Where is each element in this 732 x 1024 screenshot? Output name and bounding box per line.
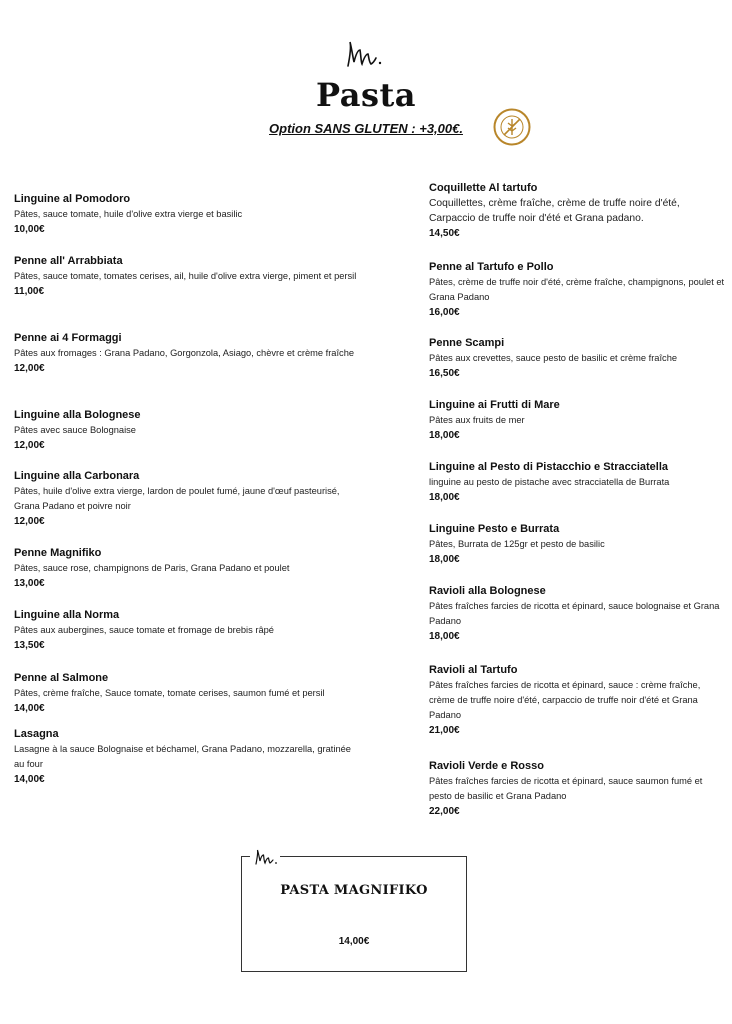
item-name: Penne Scampi xyxy=(429,337,505,349)
special-dish-price: 14,00€ xyxy=(338,936,370,947)
item-name: Penne al Tartufo e Pollo xyxy=(429,261,554,273)
item-price: 14,00€ xyxy=(14,774,45,785)
menu-item xyxy=(14,192,362,254)
item-price: 13,00€ xyxy=(14,578,45,589)
item-price: 21,00€ xyxy=(429,725,460,736)
page-title: Pasta xyxy=(316,76,416,114)
item-description: Pâtes aux aubergines, sauce tomate et fromage de brebis râpé xyxy=(14,625,274,635)
item-name: Coquillette Al tartufo xyxy=(429,182,538,194)
item-name: Linguine alla Carbonara xyxy=(14,470,140,482)
item-name: Penne al Salmone xyxy=(14,672,109,684)
menu-item xyxy=(429,398,725,460)
item-price: 16,50€ xyxy=(429,368,460,379)
item-name: Ravioli al Tartufo xyxy=(429,664,518,676)
item-name: Penne all' Arrabbiata xyxy=(14,255,123,267)
item-price: 12,00€ xyxy=(14,363,45,374)
menu-item xyxy=(429,460,725,522)
special-dish-title: PASTA MAGNIFIKO xyxy=(280,883,428,898)
item-name: Linguine ai Frutti di Mare xyxy=(429,399,560,411)
item-name: Penne ai 4 Formaggi xyxy=(14,332,122,344)
item-description: Pâtes fraîches farcies de ricotta et épinard, sauce bolognaise et Grana Padano xyxy=(429,601,720,626)
item-description: Pâtes, huile d'olive extra vierge, lardon de poulet fumé, jaune d'œuf pasteurisé, Grana Padano et poivre noir xyxy=(14,486,340,511)
menu-item xyxy=(14,408,362,469)
menu-item xyxy=(14,254,362,331)
gluten-free-badge xyxy=(493,108,531,146)
item-description: Pâtes aux crevettes, sauce pesto de basilic et crème fraîche xyxy=(429,353,678,363)
menu-item xyxy=(429,336,725,398)
item-description: Pâtes fraîches farcies de ricotta et épinard, sauce saumon fumé et pesto de basilic et Grana Padano xyxy=(429,776,703,801)
item-description: Pâtes, Burrata de 125gr et pesto de basilic xyxy=(429,539,605,549)
menu-item xyxy=(429,584,725,663)
item-name: Linguine al Pesto di Pistacchio e Stracciatella xyxy=(429,461,669,473)
item-name: Linguine alla Bolognese xyxy=(14,409,141,421)
item-name: Ravioli alla Bolognese xyxy=(429,585,546,597)
gluten-free-seal-icon xyxy=(493,108,531,146)
item-description: Pâtes, sauce rose, champignons de Paris, Grana Padano et poulet xyxy=(14,563,290,573)
item-price: 18,00€ xyxy=(429,554,460,565)
item-price: 18,00€ xyxy=(429,631,460,642)
item-price: 22,00€ xyxy=(429,806,460,817)
menu-item xyxy=(429,663,725,759)
item-name: Linguine al Pomodoro xyxy=(14,193,131,205)
item-description: Coquillettes, crème fraîche, crème de truffe noire d'été, Carpaccio de truffe noir d'été et Grana padano. xyxy=(429,198,680,224)
menu-item xyxy=(14,469,362,546)
gluten-free-option: Option SANS GLUTEN : +3,00€. xyxy=(269,121,463,136)
item-description: Pâtes, crème de truffe noir d'été, crème fraîche, champignons, poulet et Grana Padano xyxy=(429,277,725,302)
item-description: Lasagne à la sauce Bolognaise et béchamel, Grana Padano, mozzarella, gratinée au four xyxy=(14,744,351,769)
menu-item xyxy=(429,522,725,584)
magnifiko-logo-icon xyxy=(338,36,386,72)
item-price: 16,00€ xyxy=(429,307,460,318)
item-price: 13,50€ xyxy=(14,640,45,651)
menu-item xyxy=(429,759,725,819)
item-name: Penne Magnifiko xyxy=(14,547,102,559)
item-price: 12,00€ xyxy=(14,516,45,527)
item-name: Linguine alla Norma xyxy=(14,609,120,621)
item-description: Pâtes, crème fraîche, Sauce tomate, tomate cerises, saumon fumé et persil xyxy=(14,688,325,698)
item-description: linguine au pesto de pistache avec stracciatella de Burrata xyxy=(429,477,670,487)
item-price: 18,00€ xyxy=(429,492,460,503)
item-price: 14,00€ xyxy=(14,703,45,714)
menu-item xyxy=(14,727,362,787)
menu-column-left xyxy=(14,192,362,787)
item-price: 10,00€ xyxy=(14,224,45,235)
item-price: 18,00€ xyxy=(429,430,460,441)
item-description: Pâtes aux fruits de mer xyxy=(429,415,525,425)
magnifiko-logo-icon xyxy=(250,847,280,867)
item-description: Pâtes, sauce tomate, huile d'olive extra vierge et basilic xyxy=(14,209,243,219)
item-description: Pâtes avec sauce Bolognaise xyxy=(14,425,136,435)
menu-item xyxy=(429,260,725,336)
item-name: Lasagna xyxy=(14,728,59,740)
special-dish-box xyxy=(241,856,467,972)
menu-item xyxy=(429,181,725,260)
item-price: 11,00€ xyxy=(14,286,45,297)
item-description: Pâtes, sauce tomate, tomates cerises, ail, huile d'olive extra vierge, piment et persil xyxy=(14,271,357,281)
menu-item xyxy=(14,331,362,408)
item-price: 14,50€ xyxy=(429,228,460,239)
item-name: Ravioli Verde e Rosso xyxy=(429,760,544,772)
item-price: 12,00€ xyxy=(14,440,45,451)
item-description: Pâtes fraîches farcies de ricotta et épinard, sauce : crème fraîche, crème de truffe noire d'été, carpaccio de truffe noir d'été et Grana Padano xyxy=(429,680,701,720)
item-description: Pâtes aux fromages : Grana Padano, Gorgonzola, Asiago, chèvre et crème fraîche xyxy=(14,348,355,358)
menu-item xyxy=(14,546,362,608)
menu-item xyxy=(14,608,362,671)
item-name: Linguine Pesto e Burrata xyxy=(429,523,560,535)
menu-column-right xyxy=(429,181,725,819)
menu-item xyxy=(14,671,362,727)
